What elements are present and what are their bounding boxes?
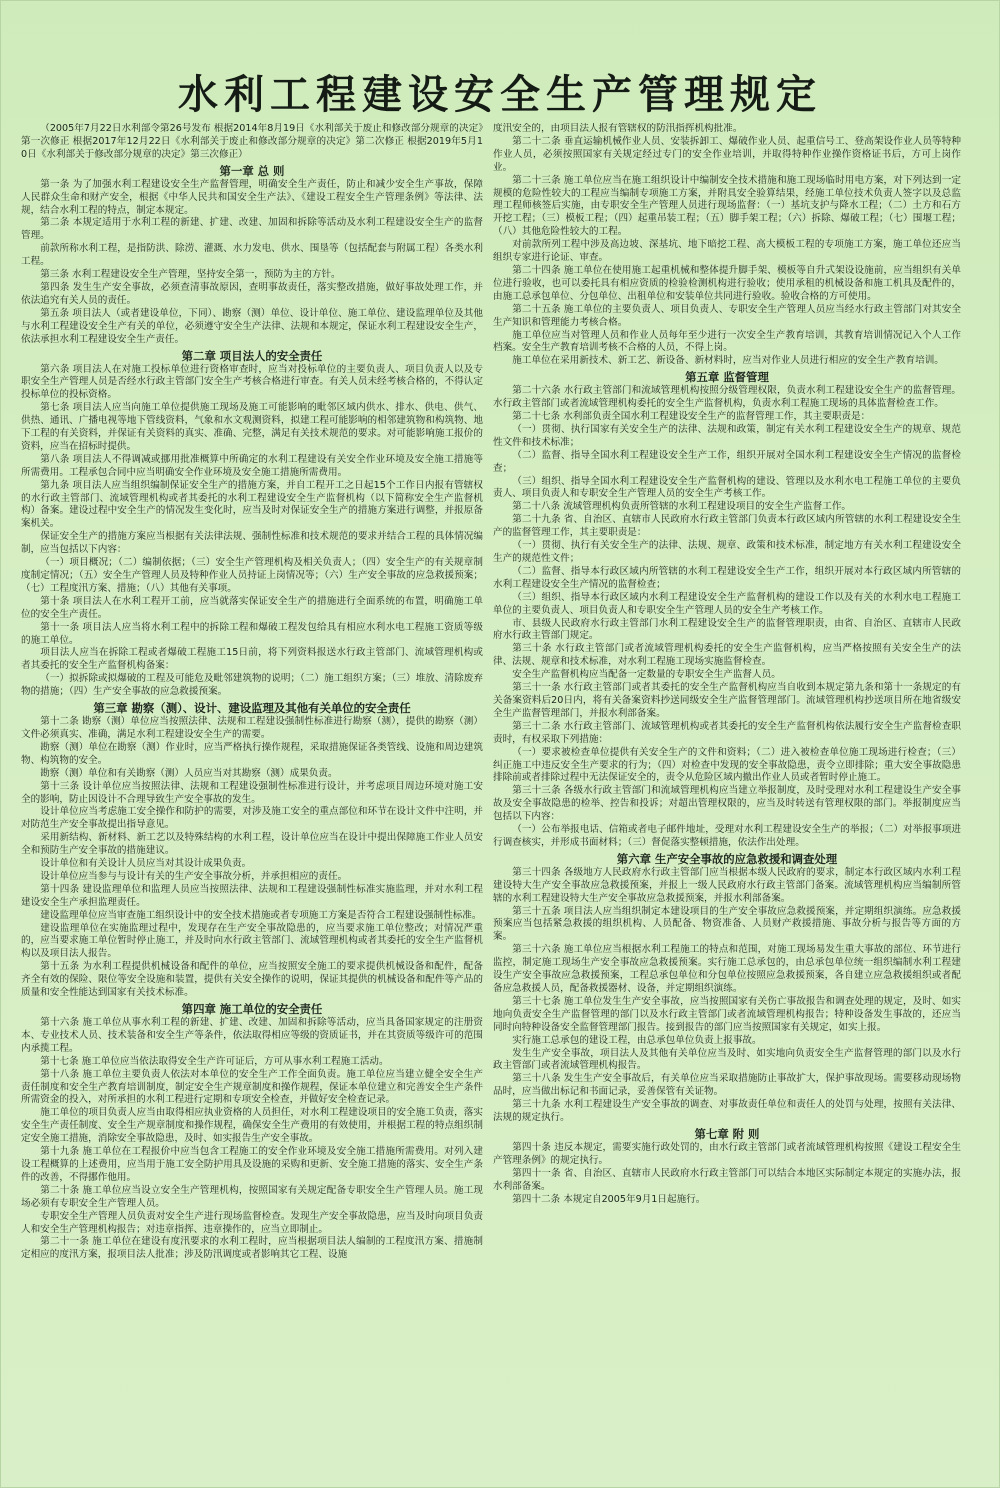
article-paragraph: 第三十九条 水利工程建设生产安全事故的调查、对事故责任单位和责任人的处罚与处理，按照有关法律、法规的规定执行。 [493,1099,961,1124]
preamble: （2005年7月22日水利部令第26号发布 根据2014年8月19日《水利部关于废止和修改部分规章的决定》第一次修正 根据2017年12月22日《水利部关于废止和修改部分规章的决定》第二次修正 根据2019年5月10日《水利部关于修改部分规章的决定》第三次修正） [21,123,483,160]
article-paragraph: 第三十条 水行政主管部门或者流域管理机构委托的安全生产监督机构，应当严格按照有关安全生产的法律、法规、规章和技术标准，对水利工程施工现场实施监督检查。 [493,643,961,668]
article-paragraph: 第四十二条 本规定自2005年9月1日起施行。 [512,1193,706,1205]
chapter-heading: 第五章 监督管理 [685,370,769,385]
article-paragraph: 设计单位应当参与与设计有关的生产安全事故分析，并承担相应的责任。 [40,870,348,882]
article-paragraph: 第二十六条 水行政主管部门和流域管理机构按照分级管理权限，负责水利工程建设安全生产的监督管理。水行政主管部门或者流域管理机构委托的安全生产监督机构，负责水利工程施工现场的具体监督检查工作。 [493,385,961,410]
article-paragraph: 第十九条 施工单位在工程报价中应当包含工程施工的安全作业环境及安全施工措施所需费用。对列入建设工程概算的上述费用，应当用于施工安全防护用具及设施的采购和更新、安全施工措施的落实、安全生产条件的改善，不得挪作他用。 [21,1146,483,1183]
article-paragraph: 对前款所列工程中涉及高边坡、深基坑、地下暗挖工程、高大模板工程的专项施工方案，施工单位还应当组织专家进行论证、审查。 [493,239,961,264]
article-paragraph: 第十四条 建设监理单位和监理人员应当按照法律、法规和工程建设强制性标准实施监理，并对水利工程建设安全生产承担监理责任。 [21,883,483,908]
article-paragraph: 第二十七条 水利部负责全国水利工程建设安全生产的监督管理工作，其主要职责是： [512,411,871,423]
article-paragraph: 第三十二条 水行政主管部门、流域管理机构或者其委托的安全生产监督机构依法履行安全生产监督检查职责时，有权采取下列措施： [493,720,961,745]
article-paragraph: 第三十六条 施工单位应当根据水利工程施工的特点和范围，对施工现场易发生重大事故的部位、环节进行监控，制定施工现场生产安全事故应急救援预案。实行施工总承包的，由总承包单位统一组织编制水利工程建设生产安全事故应急救援预案，工程总承包单位和分包单位按照应急救援预案，各自建立应急救援组织或者配备应急救援人员，配备救援器材、设备，并定期组织演练。 [493,944,961,994]
article-paragraph: 第二十五条 施工单位的主要负责人、项目负责人、专职安全生产管理人员应当经水行政主管部门对其安全生产知识和管理能力考核合格。 [493,303,961,328]
article-paragraph: 第十七条 施工单位应当依法取得安全生产许可证后，方可从事水利工程施工活动。 [40,1055,389,1067]
article-paragraph: 第十五条 为水利工程提供机械设备和配件的单位，应当按照安全施工的要求提供机械设备和配件，配备齐全有效的保险、限位等安全设施和装置，提供有关安全操作的说明，保证其提供的机械设备和配件等产品的质量和安全性能达到国家有关技术标准。 [21,961,483,999]
article-paragraph: 安全生产监督机构应当配备一定数量的专职安全生产监督人员。 [512,669,781,681]
article-paragraph: 设计单位应当考虑施工安全操作和防护的需要，对涉及施工安全的重点部位和环节在设计文件中注明，并对防范生产安全事故提出指导意见。 [21,806,483,831]
article-paragraph: 第十六条 施工单位从事水利工程的新建、扩建、改建、加固和拆除等活动，应当具备国家规定的注册资本、专业技术人员、技术装备和安全生产等条件，依法取得相应等级的资质证书，并在其资质等级许可的范围内承揽工程。 [21,1017,483,1054]
article-paragraph: （三）组织、指导全国水利工程建设安全生产监督机构的建设、管理以及水利水电工程施工单位的主要负责人、项目负责人和专职安全生产管理人员的安全生产考核工作。 [493,475,961,500]
article-paragraph: （一）拟拆除或拟爆破的工程及可能危及毗邻建筑物的说明；（二）施工组织方案；（三）堆放、清除废弃物的措施；（四）生产安全事故的应急救援预案。 [21,673,483,698]
article-paragraph: （一）要求被检查单位提供有关安全生产的文件和资料；（二）进入被检查单位施工现场进行检查；（三）纠正施工中违反安全生产要求的行为；（四）对检查中发现的安全事故隐患，责令立即排除；重大安全事故隐患排除前或者排除过程中无法保证安全的，责令从危险区域内撤出作业人员或者暂时停止施工。 [493,746,961,784]
article-paragraph: 建设监理单位应当审查施工组织设计中的安全技术措施或者专项施工方案是否符合工程建设强制性标准。 [40,909,482,921]
article-paragraph: （一）公布举报电话、信箱或者电子邮件地址，受理对水利工程建设安全生产的举报；（二）对举报事项进行调查核实，并形成书面材料；（三）督促落实整顿措施，依法作出处理。 [493,824,961,848]
article-paragraph: 采用新结构、新材料、新工艺以及特殊结构的水利工程，设计单位应当在设计中提出保障施工作业人员安全和预防生产安全事故的措施建议。 [21,832,483,857]
article-paragraph: 第十八条 施工单位主要负责人依法对本单位的安全生产工作全面负责。施工单位应当建立健全安全生产责任制度和安全生产教育培训制度，制定安全生产规章制度和操作规程，保证本单位建立和完善安全生产条件所需资金的投入，对所承担的水利工程进行定期和专项安全检查，并做好安全检查记录。 [21,1068,483,1106]
article-paragraph: 第二条 本规定适用于水利工程的新建、扩建、改建、加固和拆除等活动及水利工程建设安全生产的监督管理。 [21,217,483,242]
article-paragraph: 勘察（测）单位和有关勘察（测）人员应当对其勘察（测）成果负责。 [40,767,338,779]
article-paragraph: 第十三条 设计单位应当按照法律、法规和工程建设强制性标准进行设计，并考虑项目周边环境对施工安全的影响，防止因设计不合理导致生产安全事故的发生。 [21,780,483,805]
article-paragraph: 第二十一条 施工单位在建设有度汛要求的水利工程时，应当根据项目法人编制的工程度汛方案、措施制定相应的度汛方案，报项目法人批准；涉及防汛调度或者影响其它工程、设施 [21,1236,483,1261]
article-paragraph: （三）组织、指导本行政区域内水利工程建设安全生产监督机构的建设工作以及有关的水利水电工程施工单位的主要负责人、项目负责人和专职安全生产管理人员的安全生产考核工作。 [493,591,961,616]
article-paragraph: 专职安全生产管理人员负责对安全生产进行现场监督检查。发现生产安全事故隐患，应当及时向项目负责人和安全生产管理机构报告；对违章指挥、违章操作的，应当立即制止。 [21,1210,483,1235]
article-paragraph: 第四十一条 省、自治区、直辖市人民政府水行政主管部门可以结合本地区实际制定本规定的实施办法，报水利部备案。 [493,1167,961,1192]
right-column [493,123,961,1457]
article-paragraph: 第十条 项目法人在水利工程开工前，应当就落实保证安全生产的措施进行全面系统的布置，明确施工单位的安全生产责任。 [21,595,483,620]
article-paragraph: 第三十五条 项目法人应当组织制定本建设项目的生产安全事故应急救援预案，并定期组织演练。应急救援预案应当包括紧急救援的组织机构、人员配备、物资准备、人员财产救援措施、事故分析与报告等方面的方案。 [493,905,961,943]
article-paragraph: 第二十四条 施工单位在使用施工起重机械和整体提升脚手架、模板等自升式架设设施前，应当组织有关单位进行验收，也可以委托具有相应资质的检验检测机构进行验收；使用承租的机械设备和施工机具及配件的，由施工总承包单位、分包单位、出租单位和安装单位共同进行验收。验收合格的方可使用。 [493,264,961,302]
article-paragraph: 第九条 项目法人应当组织编制保证安全生产的措施方案，并自工程开工之日起15个工作日内报有管辖权的水行政主管部门、流域管理机构或者其委托的水利工程建设安全生产监督机构（以下简称安全生产监督机构）备案。建设过程中安全生产的情况发生变化时，应当及时对保证安全生产的措施方案进行调整，并报原备案机关。 [21,479,483,530]
article-paragraph: 施工单位应当对管理人员和作业人员每年至少进行一次安全生产教育培训，其教育培训情况记入个人工作档案。安全生产教育培训考核不合格的人员，不得上岗。 [493,329,961,354]
article-paragraph: 第十一条 项目法人应当将水利工程中的拆除工程和爆破工程发包给具有相应水利水电工程施工资质等级的施工单位。 [21,621,483,646]
article-paragraph: （一）贯彻、执行国家有关安全生产的法律、法规和政策，制定有关水利工程建设安全生产的规章、规范性文件和技术标准； [493,423,961,448]
article-paragraph: （一）贯彻、执行有关安全生产的法律、法规、规章、政策和技术标准，制定地方有关水利工程建设安全生产的规范性文件； [493,540,961,564]
document-title: 水利工程建设安全生产管理规定 [178,72,822,118]
left-column [21,123,483,1457]
article-paragraph: 前款所称水利工程，是指防洪、除涝、灌溉、水力发电、供水、围垦等（包括配套与附属工程）各类水利工程。 [21,243,483,268]
chapter-heading: 第三章 勘察（测）、设计、建设监理及其他有关单位的安全责任 [93,701,411,716]
article-paragraph: 第六条 项目法人在对施工投标单位进行资格审查时，应当对投标单位的主要负责人、项目负责人以及专职安全生产管理人员是否经水行政主管部门安全生产考核合格进行审查。有关人员未经考核合格的，不得认定投标单位的投标资格。 [21,363,483,401]
article-paragraph: 第三十七条 施工单位发生生产安全事故，应当按照国家有关伤亡事故报告和调查处理的规定，及时、如实地向负责安全生产监督管理的部门以及水行政主管部门或者流域管理机构报告；特种设备发生事故的，还应当同时向特种设备安全监督管理部门报告。接到报告的部门应当按照国家有关规定，如实上报。 [493,995,961,1033]
article-paragraph: 发生生产安全事故，项目法人及其他有关单位应当及时、如实地向负责安全生产监督管理的部门以及水行政主管部门或者流域管理机构报告。 [493,1047,961,1072]
article-paragraph: 施工单位的项目负责人应当由取得相应执业资格的人员担任，对水利工程建设项目的安全施工负责，落实安全生产责任制度、安全生产规章制度和操作规程，确保安全生产费用的有效使用，并根据工程的特点组织制定安全施工措施，消除安全事故隐患，及时、如实报告生产安全事故。 [21,1107,483,1145]
article-paragraph: 第一条 为了加强水利工程建设安全生产监督管理，明确安全生产责任，防止和减少安全生产事故，保障人民群众生命和财产安全，根据《中华人民共和国安全生产法》、《建设工程安全生产管理条例》等法律、法规，结合水利工程的特点，制定本规定。 [21,178,483,216]
article-paragraph: 第三条 水利工程建设安全生产管理，坚持安全第一，预防为主的方针。 [40,269,341,281]
article-paragraph: 项目法人应当在拆除工程或者爆破工程施工15日前，将下列资料报送水行政主管部门、流域管理机构或者其委托的安全生产监督机构备案： [21,647,483,672]
article-paragraph: 勘察（测）单位在勘察（测）作业时，应当严格执行操作规程，采取措施保证各类管线、设施和周边建筑物、构筑物的安全。 [21,741,483,766]
chapter-heading: 第七章 附 则 [694,1126,760,1141]
article-paragraph: 建设监理单位在实施监理过程中，发现存在生产安全事故隐患的，应当要求施工单位整改；对情况严重的，应当要求施工单位暂时停止施工，并及时向水行政主管部门、流域管理机构或者其委托的安全生产监督机构以及项目法人报告。 [21,922,483,960]
article-paragraph: 第三十三条 各级水行政主管部门和流域管理机构应当建立举报制度，及时受理对水利工程建设生产安全事故及安全事故隐患的检举、控告和投诉；对超出管理权限的，应当及时转送有管理权限的部门。举报制度应当包括以下内容： [493,785,961,823]
article-paragraph: 第二十条 施工单位应当设立安全生产管理机构，按照国家有关规定配备专职安全生产管理人员。施工现场必须有专职安全生产管理人员。 [21,1184,483,1209]
article-paragraph: 设计单位和有关设计人员应当对其设计成果负责。 [40,858,252,870]
article-paragraph: 第二十八条 流域管理机构负责所管辖的水利工程建设项目的安全生产监督工作。 [512,501,852,513]
article-paragraph: 市、县级人民政府水行政主管部门水利工程建设安全生产的监督管理职责，由省、自治区、直辖市人民政府水行政主管部门规定。 [493,617,961,642]
chapter-heading: 第四章 施工单位的安全责任 [181,1002,323,1016]
article-paragraph: 施工单位在采用新技术、新工艺、新设备、新材料时，应当对作业人员进行相应的安全生产教育培训。 [512,355,944,367]
article-paragraph: 第八条 项目法人不得调减或挪用批准概算中所确定的水利工程建设有关安全作业环境及安全施工措施等所需费用。工程承包合同中应当明确安全作业环境及安全施工措施所需费用。 [21,453,483,478]
article-paragraph: （二）监督、指导本行政区域内所管辖的水利工程建设安全生产工作，组织开展对本行政区域内所管辖的水利工程建设安全生产情况的监督检查； [493,565,961,590]
article-paragraph: （一）项目概况；（二）编制依据；（三）安全生产管理机构及相关负责人；（四）安全生产的有关规章制度制定情况；（五）安全生产管理人员及特种作业人员持证上岗情况等；（六）生产安全事故的应急救援预案；（七）工程度汛方案、措施；（八）其他有关事项。 [21,557,483,594]
article-paragraph: 第二十三条 施工单位应当在施工组织设计中编制安全技术措施和施工现场临时用电方案，对下列达到一定规模的危险性较大的工程应当编制专项施工方案，并附具安全验算结果，经施工单位技术负责人签字以及总监理工程师核签后实施，由专职安全生产管理人员进行现场监督：（一）基坑支护与降水工程；（二）土方和石方开挖工程；（三）模板工程；（四）起重吊装工程；（五）脚手架工程；（六）拆除、爆破工程；（七）围堰工程；（八）其他危险性较大的工程。 [493,174,961,238]
chapter-heading: 第六章 生产安全事故的应急救援和调查处理 [616,851,838,866]
article-paragraph: 第三十八条 发生生产安全事故后，有关单位应当采取措施防止事故扩大，保护事故现场。需要移动现场物品时，应当做出标记和书面记录，妥善保管有关证物。 [493,1073,961,1098]
article-paragraph: （二）监督、指导全国水利工程建设安全生产工作，组织开展对全国水利工程建设安全生产情况的监督检查； [493,449,961,474]
article-paragraph: 第四条 发生生产安全事故，必须查清事故原因，查明事故责任，落实整改措施，做好事故处理工作，并依法追究有关人员的责任。 [21,281,483,306]
article-paragraph: 第十二条 勘察（测）单位应当按照法律、法规和工程建设强制性标准进行勘察（测），提供的勘察（测）文件必须真实、准确，满足水利工程建设安全生产的需要。 [21,716,483,740]
article-paragraph: 第二十二条 垂直运输机械作业人员、安装拆卸工、爆破作业人员、起重信号工、登高架设作业人员等特种作业人员，必须按照国家有关规定经过专门的安全作业培训，并取得特种作业操作资格证书后，方可上岗作业。 [493,135,961,173]
article-paragraph: 保证安全生产的措施方案应当根据有关法律法规、强制性标准和技术规范的要求并结合工程的具体情况编制，应当包括以下内容： [21,531,483,556]
article-paragraph: 第三十四条 各级地方人民政府水行政主管部门应当根据本级人民政府的要求，制定本行政区域内水利工程建设特大生产安全事故应急救援预案，并报上一级人民政府水行政主管部门备案。流域管理机构应当编制所管辖的水利工程建设特大生产安全事故应急救援预案，并报水利部备案。 [493,866,961,904]
article-paragraph: 实行施工总承包的建设工程，由总承包单位负责上报事故。 [512,1034,762,1046]
article-paragraph: 第二十九条 省、自治区、直辖市人民政府水行政主管部门负责本行政区域内所管辖的水利工程建设安全生产的监督管理工作，其主要职责是： [493,514,961,539]
article-paragraph: 第五条 项目法人（或者建设单位，下同）、勘察（测）单位、设计单位、施工单位、建设监理单位及其他与水利工程建设安全生产有关的单位，必须遵守安全生产法律、法规和本规定，保证水利工程建设安全生产，依法承担水利工程建设安全生产责任。 [21,307,483,345]
article-paragraph: 度汛安全的，由项目法人报有管辖权的防汛指挥机构批准。 [493,123,743,134]
article-paragraph: 第七条 项目法人应当向施工单位提供施工现场及施工可能影响的毗邻区域内供水、排水、供电、供气、供热、通讯、广播电视等地下管线资料，气象和水文观测资料，拟建工程可能影响的相邻建筑物和构筑物、地下工程的有关资料，并保证有关资料的真实、准确、完整，满足有关技术规范的要求。对可能影响施工报价的资料，应当在招标时提供。 [21,402,483,452]
article-paragraph: 第四十条 违反本规定，需要实施行政处罚的，由水行政主管部门或者流域管理机构按照《建设工程安全生产管理条例》的规定执行。 [493,1141,961,1166]
chapter-heading: 第一章 总 则 [219,163,285,178]
article-paragraph: 第三十一条 水行政主管部门或者其委托的安全生产监督机构应当自收到本规定第九条和第十一条规定的有关备案资料后20日内，将有关备案资料抄送同级安全生产监督管理部门。流域管理机构抄送项目所在地省级安全生产监督管理部门，并报水利部备案。 [493,682,961,719]
chapter-heading: 第二章 项目法人的安全责任 [181,348,323,363]
